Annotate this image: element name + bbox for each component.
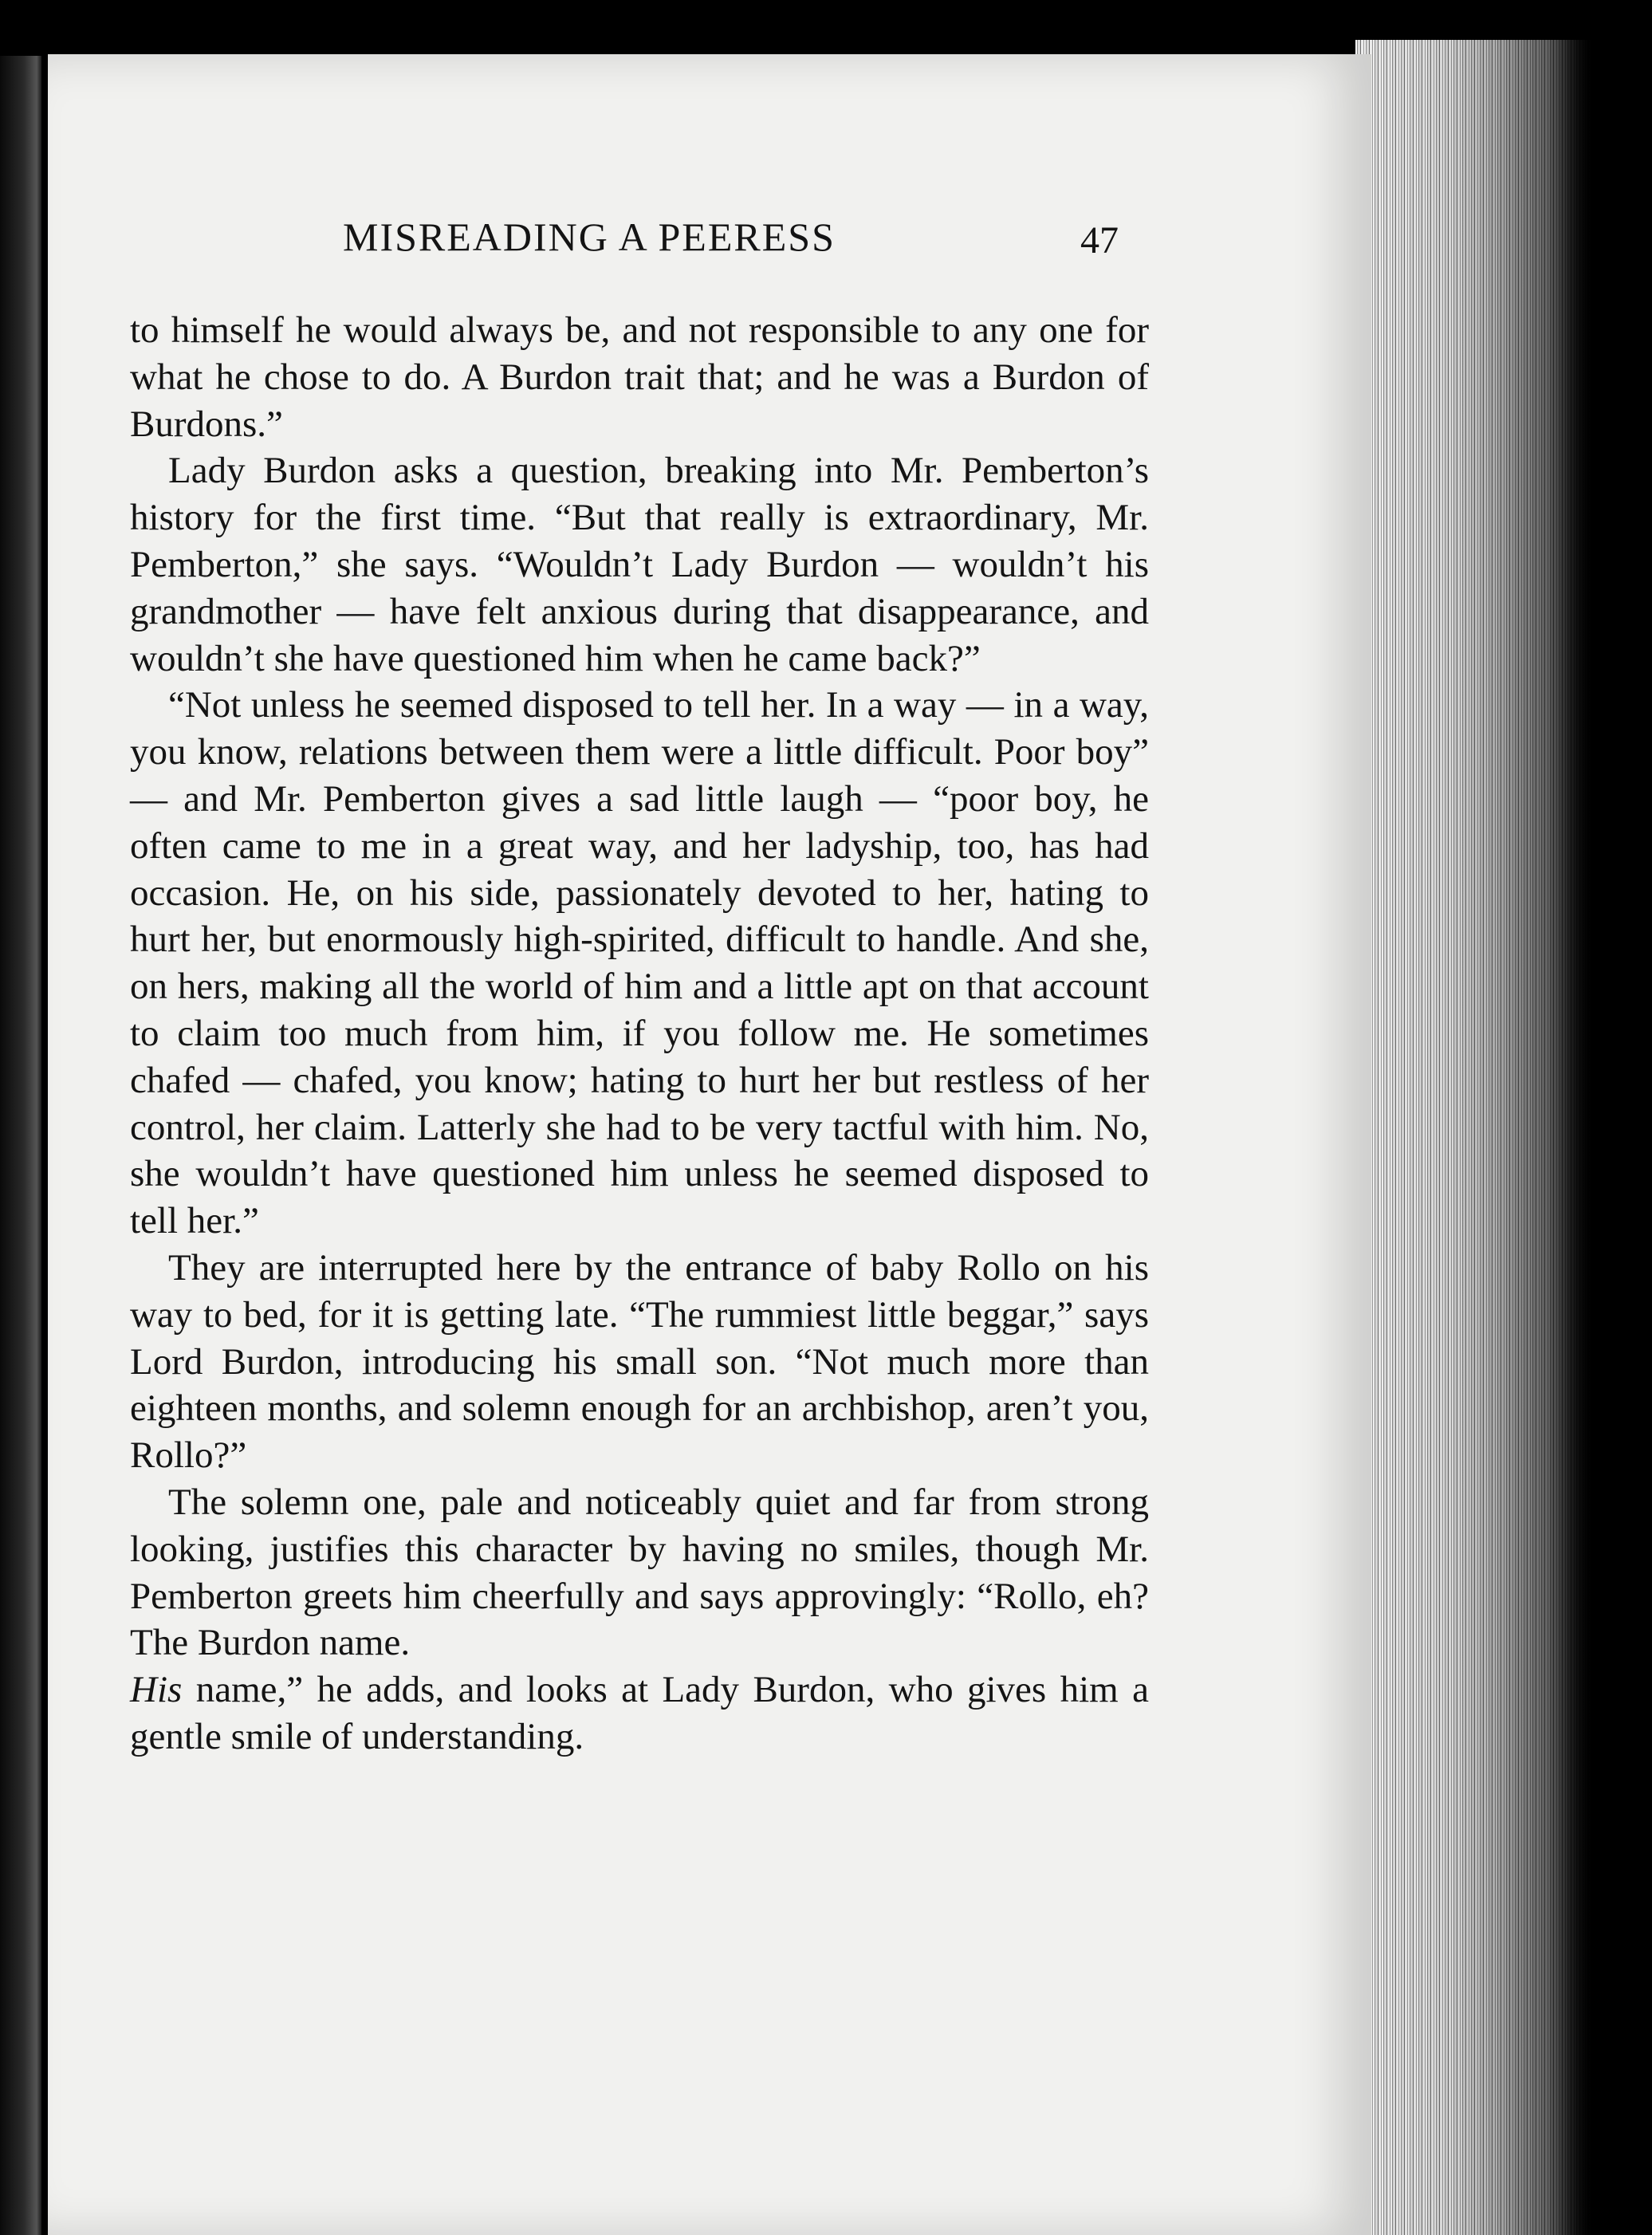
adjacent-page-edge xyxy=(0,56,41,2235)
stacked-page-edges xyxy=(1355,40,1595,2235)
running-title: MISREADING A PEERESS xyxy=(343,214,836,259)
paragraph-2: Lady Burdon asks a question, breaking into Mr. Pemberton’s history for the first time. “But that really is extraordinary, Mr. Pemberton,” she says. “Wouldn’t Lady Burdon — wouldn’t his grandmother — have felt anxious during that disappearance, and wouldn’t she have questioned him when he came back?” xyxy=(130,450,1149,679)
paragraph-3: “Not unless he seemed disposed to tell her. In a way — in a way, you know, relations between them were a little difficult. Poor boy” — and Mr. Pemberton gives a sad little laugh — “poor boy, he often came to me in a great way, and her ladyship, too, has had occasion. He, on his side, passionately devoted to her, hating to hurt her, but enormously high-spirited, difficult to handle. And she, on hers, making all the world of him and a little apt on that account to claim too much from him, if you follow me. He sometimes chafed — chafed, you know; hating to hurt her but restless of her control, her claim. Latterly she had to be very tactful with him. No, she wouldn’t have questioned him unless he seemed disposed to tell her.” xyxy=(130,684,1149,1242)
italic-emphasis: His xyxy=(130,1669,183,1711)
paragraph-6 xyxy=(130,1666,1149,1761)
page-number: 47 xyxy=(1080,219,1119,262)
paragraph-5: The solemn one, pale and noticeably quiet and far from strong looking, justifies this character by having no smiles, though Mr. Pemberton greets him cheerfully and says approvingly: “Rollo, eh? The Burdon name. xyxy=(130,1481,1149,1664)
paragraph-6-text: name,” he adds, and looks at Lady Burdon, who gives him a gentle smile of understanding. xyxy=(130,1669,1149,1757)
paragraph-4: They are interrupted here by the entrance of baby Rollo on his way to bed, for it is getting late. “The rummiest little beggar,” says Lord Burdon, introducing his small son. “Not much more than eighteen months, and solemn enough for an archbishop, aren’t you, Rollo?” xyxy=(130,1246,1149,1477)
body-text xyxy=(130,307,1149,1761)
running-head xyxy=(0,214,1652,277)
paragraph-1: to himself he would always be, and not responsible to any one for what he chose to do. A Burdon trait that; and he was a Burdon of Burdons.” xyxy=(130,309,1149,445)
